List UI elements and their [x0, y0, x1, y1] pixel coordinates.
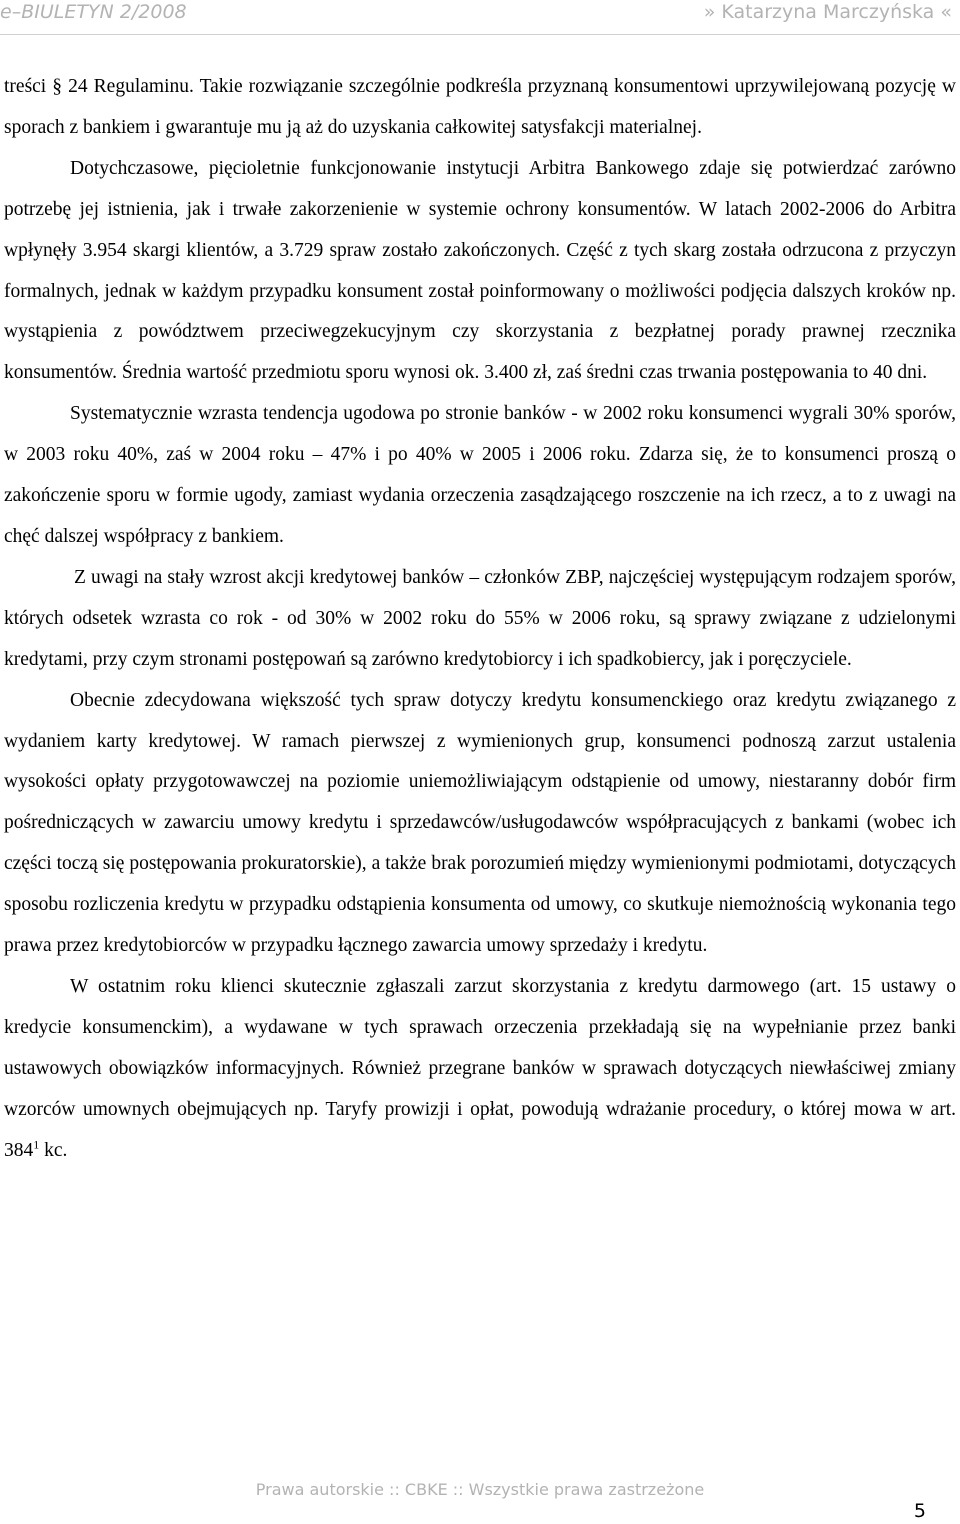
document-body: [4, 67, 956, 1171]
paragraph-6: [4, 967, 956, 1172]
paragraph-6-tail: kc.: [39, 1139, 68, 1161]
paragraph-1: treści § 24 Regulaminu. Takie rozwiązanie szczególnie podkreśla przyznaną konsumentowi uprzywilejowaną pozycję w sporach z bankiem i gwarantuje mu ją aż do uzyskania całkowitej satysfakcji materialnej.: [4, 76, 956, 138]
paragraph-2: Dotychczasowe, pięcioletnie funkcjonowanie instytucji Arbitra Bankowego zdaje się potwierdzać zarówno potrzebę jej istnienia, jak i trwałe zakorzenienie w systemie ochrony konsumentów. W latach 2002-2006 do Arbitra wpłynęły 3.954 skargi klientów, a 3.729 spraw zostało zakończonych. Część z tych skarg została odrzucona z przyczyn formalnych, jednak w każdym przypadku konsument został poinformowany o możliwości podjęcia dalszych kroków np. wystąpienia z powództwem przeciwegzekucyjnym czy skorzystania z bezpłatnej porady prawnej rzecznika konsumentów. Średnia wartość przedmiotu sporu wynosi ok. 3.400 zł, zaś średni czas trwania postępowania to 40 dni.: [4, 157, 956, 384]
page-number: 5: [913, 1500, 926, 1522]
author-name: » Katarzyna Marczyńska «: [703, 1, 952, 23]
page-header: [0, 0, 960, 30]
paragraph-3: Systematycznie wzrasta tendencja ugodowa po stronie banków - w 2002 roku konsumenci wygrali 30% sporów, w 2003 roku 40%, zaś w 2004 roku – 47% i po 40% w 2005 i 2006 roku. Zdarza się, że to konsumenci proszą o zakończenie sporu w formie ugody, zamiast wydania orzeczenia zasądzającego roszczenie na ich rzecz, a to z uwagi na chęć dalszej współpracy z bankiem.: [4, 403, 956, 547]
paragraph-4: Z uwagi na stały wzrost akcji kredytowej banków – członków ZBP, najczęściej występującym rodzajem sporów, których odsetek wzrasta co rok - od 30% w 2002 roku do 55% w 2006 roku, są sprawy związane z udzielonymi kredytami, przy czym stronami postępowań są zarówno kredytobiorcy i ich spadkobiercy, jak i poręczyciele.: [4, 566, 956, 670]
paragraph-5: Obecnie zdecydowana większość tych spraw dotyczy kredytu konsumenckiego oraz kredytu związanego z wydaniem karty kredytowej. W ramach pierwszej z wymienionych grup, konsumenci podnoszą zarzut ustalenia wysokości opłaty przygotowawczej na poziomie uniemożliwiającym odstąpienie od umowy, niestaranny dobór firm pośredniczących w zawarciu umowy kredytu i sprzedawców/usługodawców współpracujących z bankami (wobec ich części toczą się postępowania prokuratorskie), a także brak porozumień między wymienionymi podmiotami, dotyczących sposobu rozliczenia kredytu w przypadku odstąpienia konsumenta od umowy, co skutkuje niemożnością wykonania tego prawa przez kredytobiorców w przypadku łącznego zawarcia umowy sprzedaży i kredytu.: [4, 689, 956, 957]
article-superscript: 1: [33, 1137, 40, 1152]
paragraph-6-text: W ostatnim roku klienci skutecznie zgłaszali zarzut skorzystania z kredytu darmowego (art. 15 ustawy o kredycie konsumenckim), a wydawane w tych sprawach orzeczenia przekładają się na wypełnianie przez banki ustawowych obowiązków informacyjnych. Również przegrane banków w sprawach dotyczących niewłaściwej zmiany wzorców umownych obejmujących np. Taryfy prowizji i opłat, powodują wdrażanie procedury, o której mowa w art. 384: [4, 975, 956, 1161]
bulletin-title: e–BIULETYN 2/2008: [0, 1, 187, 23]
header-divider: [0, 34, 960, 35]
copyright-footer: Prawa autorskie :: CBKE :: Wszystkie prawa zastrzeżone: [255, 1480, 705, 1499]
